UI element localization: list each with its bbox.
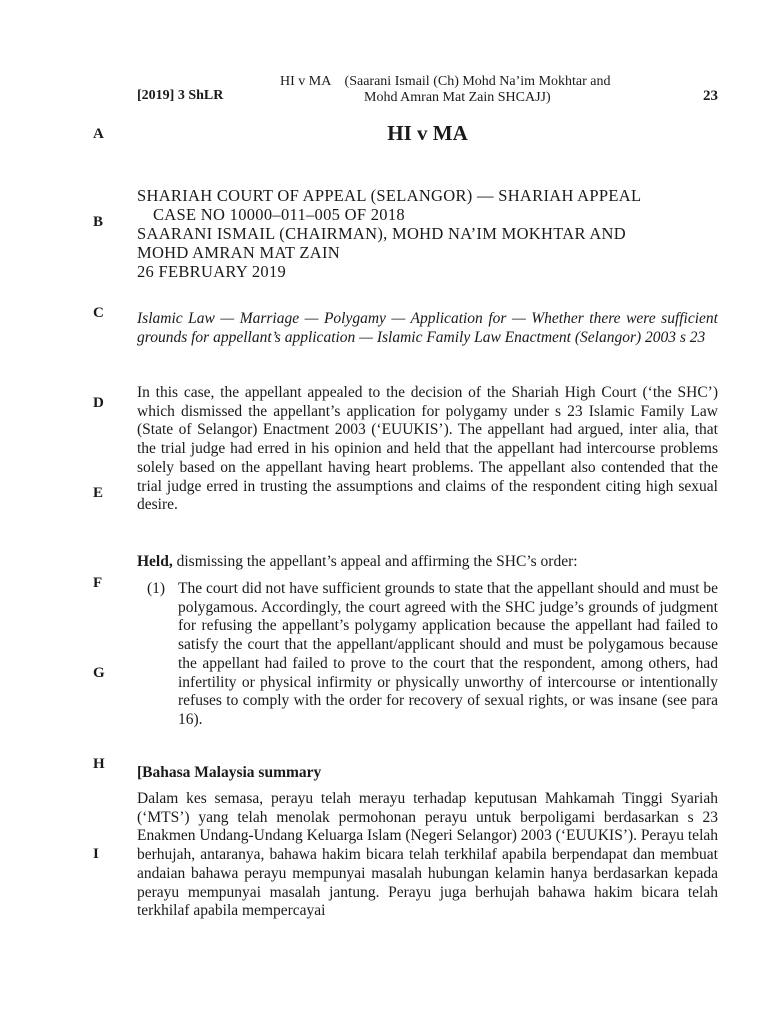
bm-summary-text: Dalam kes semasa, perayu telah merayu terhadap keputusan Mahkamah Tinggi Syariah (‘MTS’) yang telah menolak permohonan perayu untuk berpoligami berdasarkan s 23 Enakmen Undang-Undang Keluarga Islam (Negeri Selangor) 2003 (‘EUUKIS’). Perayu telah berhujah, antaranya, bahawa hakim bicara telah terkhilaf apabila berpendapat dan membuat andaian bahawa perayu mempunyai masalah hubungan kelamin hanya berdasarkan kepada perayu mempunyai masalah jantung. Perayu juga berhujah bahawa hakim bicara telah terkhilaf apabila mempercayai [137, 790, 718, 920]
holding-item-1 [147, 580, 718, 730]
report-citation: [2019] 3 ShLR [137, 88, 224, 103]
judges-line-2: MOHD AMRAN MAT ZAIN [137, 243, 340, 262]
margin-letter-e: E [93, 485, 104, 501]
margin-letter-h: H [93, 756, 105, 772]
held-text: dismissing the appellant’s appeal and affirming the SHC’s order: [172, 553, 578, 570]
margin-letter-g: G [93, 665, 105, 681]
case-title: HI v MA [387, 121, 468, 145]
judges-line-1: SAARANI ISMAIL (CHAIRMAN), MOHD NA’IM MOKHTAR AND [137, 224, 626, 243]
margin-letter-a: A [93, 126, 104, 142]
holding-text: The court did not have sufficient grounds to state that the appellant should and must be polygamous. Accordingly, the court agreed with the SHC judge’s grounds of judgment for refusing the appellant’s polygamy application because the appellant had failed to satisfy the court that the appellant/applicant should and must be polygamous because the appellant had failed to prove to the court that the respondent, among others, had infertility or physical infirmity or physically unworthy of intercourse or intentionally refuses to comply with the order for recovery of sexual rights, or was insane (see para 16). [178, 580, 718, 728]
decision-date: 26 FEBRUARY 2019 [137, 262, 287, 281]
page-number: 23 [703, 88, 718, 104]
bm-summary-heading [137, 764, 718, 782]
running-head-line-2: Mohd Amran Mat Zain SHCAJJ) [364, 90, 551, 105]
running-head-line-1: HI v MA (Saarani Ismail (Ch) Mohd Na’im Mokhtar and [280, 74, 611, 89]
bm-summary [137, 790, 718, 921]
margin-letter-c: C [93, 305, 104, 321]
running-head-title [280, 74, 611, 106]
headnote [137, 384, 718, 515]
case-number: CASE NO 10000–011–005 OF 2018 [153, 205, 405, 224]
held-label: Held, [137, 553, 173, 570]
held-line [137, 553, 718, 572]
bm-summary-heading-text: [Bahasa Malaysia summary [137, 764, 322, 781]
court-details [137, 186, 718, 281]
margin-letter-d: D [93, 395, 104, 411]
margin-letter-b: B [93, 214, 104, 230]
running-head [137, 74, 718, 108]
catchwords: Islamic Law — Marriage — Polygamy — Application for — Whether there were sufficient grounds for appellant’s application — Islamic Family Law Enactment (Selangor) 2003 s 23 [137, 310, 718, 346]
holding-number: (1) [147, 580, 166, 597]
margin-letter-i: I [93, 846, 99, 862]
court-line: SHARIAH COURT OF APPEAL (SELANGOR) — SHARIAH APPEAL [137, 186, 642, 205]
margin-letter-f: F [93, 575, 103, 591]
headnote-text: In this case, the appellant appealed to the decision of the Shariah High Court (‘the SHC’) which dismissed the appellant’s application for polygamy under s 23 Islamic Family Law (State of Selangor) Enactment 2003 (‘EUUKIS’). The appellant had argued, inter alia, that the trial judge had erred in his opinion and held that the appellant had intercourse problems solely based on the appellant having heart problems. The appellant also contended that the trial judge erred in trusting the assumptions and claims of the respondent citing high sexual desire. [137, 384, 718, 514]
